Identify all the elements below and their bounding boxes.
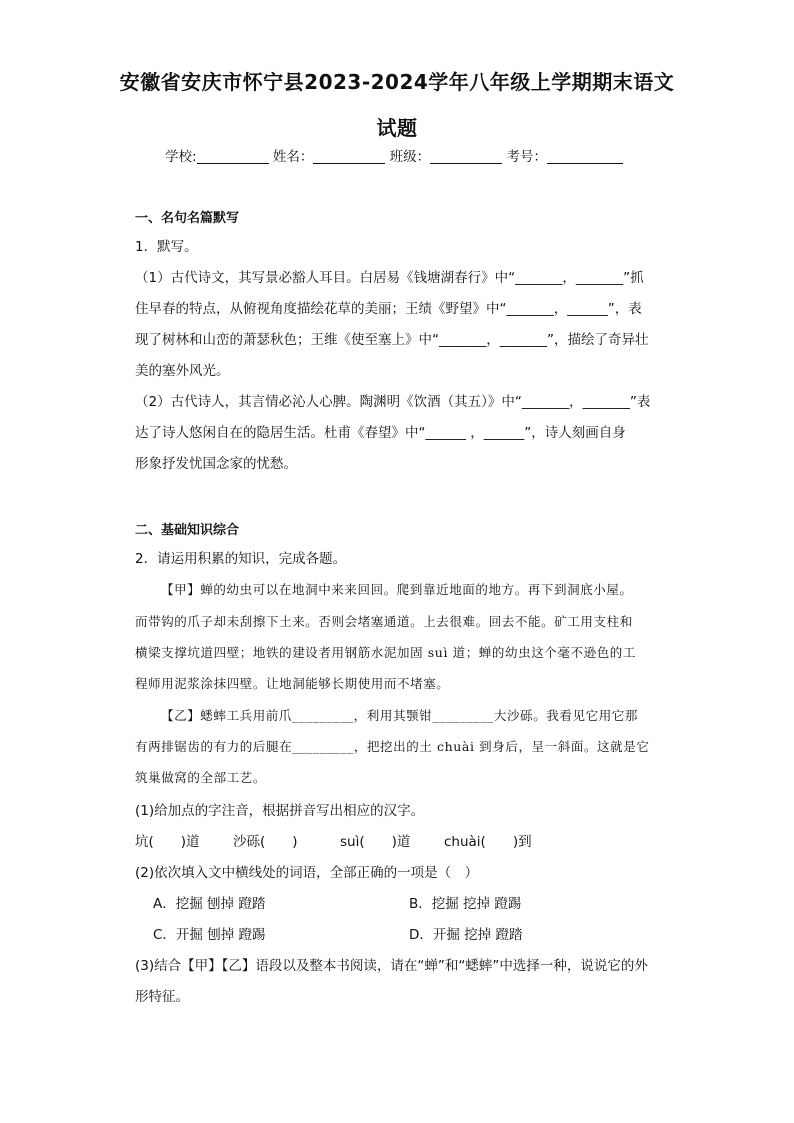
paragraph-line: （2）古代诗人，其言情必沁人心脾。陶渊明《饮酒（其五）》中“_______，_______”表 [135, 394, 651, 410]
exam-number-blank[interactable] [547, 149, 623, 164]
paragraph-line: 美的塞外风光。 [135, 363, 230, 379]
school-blank[interactable] [197, 149, 269, 164]
name-label: 姓名： [272, 149, 314, 165]
page-title: 安徽省安庆市怀宁县2023-2024学年八年级上学期期末语文 [119, 70, 675, 94]
passage-yi-line: 筑巢做窝的全部工艺。 [135, 770, 267, 785]
passage-jia-line: 【甲】蝉的幼虫可以在地洞中来来回回。爬到靠近地面的地方。再下到洞底小屋。 [161, 582, 633, 597]
class-blank[interactable] [430, 149, 502, 164]
option-a[interactable]: A．挖掘 刨掉 蹬踏 [153, 896, 266, 912]
sub-question-3: (3)结合【甲】【乙】语段以及整本书阅读，请在“蝉”和“蟋蟀”中选择一种，说说它的外 [135, 958, 648, 974]
name-blank[interactable] [313, 149, 385, 164]
student-info-row [165, 145, 623, 165]
passage-jia-line: 而带钩的爪子却未刮擦下土来。否则会堵塞通道。上去很难。回去不能。矿工用支柱和 [135, 614, 633, 629]
page-title-continued: 试题 [376, 116, 418, 140]
school-label: 学校: [165, 149, 197, 165]
sub-question-3-continued: 形特征。 [135, 989, 189, 1005]
option-b[interactable]: B．挖掘 挖掉 蹬踢 [409, 896, 522, 912]
paragraph-line: 达了诗人悠闲自在的隐居生活。杜甫《春望》中“______ ，______”，诗人刻画自身 [135, 425, 626, 441]
paragraph-line: 住早春的特点，从俯视角度描绘花草的美丽；王绩《野望》中“_______，______”，表 [135, 301, 642, 317]
paragraph-line: 形象抒发忧国念家的忧愁。 [135, 456, 297, 472]
paragraph-line: 现了树林和山峦的萧瑟秋色；王维《使至塞上》中“_______，_______”，描绘了奇异壮 [135, 332, 649, 348]
pinyin-item[interactable]: suì( )道 [340, 834, 411, 850]
question-1: 1．默写。 [135, 239, 198, 255]
pinyin-item[interactable]: chuài( )到 [444, 834, 532, 850]
pinyin-item[interactable]: 坑( )道 [135, 834, 200, 850]
passage-yi-line: 有两排锯齿的有力的后腿在_________，把挖出的土 chuài 到身后，呈一斜面。这就是它 [135, 739, 650, 754]
section-heading-1: 一、名句名篇默写 [135, 211, 240, 226]
question-2: 2．请运用积累的知识，完成各题。 [135, 551, 347, 567]
exam-number-label: 考号： [506, 149, 547, 165]
paragraph-line: （1）古代诗文，其写景必豁人耳目。白居易《钱塘湖春行》中“_______，_______”抓 [135, 270, 644, 286]
class-label: 班级： [389, 149, 431, 165]
sub-question-2: (2)依次填入文中横线处的词语，全部正确的一项是（ ） [135, 865, 479, 881]
passage-jia-line: 程师用泥浆涂抹四壁。让地洞能够长期使用而不堵塞。 [135, 676, 450, 691]
option-d[interactable]: D．开掘 挖掉 蹬踏 [409, 927, 523, 943]
pinyin-item[interactable]: 沙砾( ) [233, 834, 298, 850]
sub-question-1: (1)给加点的字注音，根据拼音写出相应的汉字。 [135, 803, 425, 819]
passage-yi-line: 【乙】蟋蟀工兵用前爪_________，利用其颚钳_________大沙砾。我看见它用它那 [161, 708, 639, 723]
option-c[interactable]: C．开掘 刨掉 蹬踢 [153, 927, 266, 943]
section-heading-2: 二、基础知识综合 [135, 523, 240, 538]
passage-jia-line: 横梁支撑坑道四壁；地铁的建设者用钢筋水泥加固 suì 道；蝉的幼虫这个毫不逊色的工 [135, 645, 637, 660]
